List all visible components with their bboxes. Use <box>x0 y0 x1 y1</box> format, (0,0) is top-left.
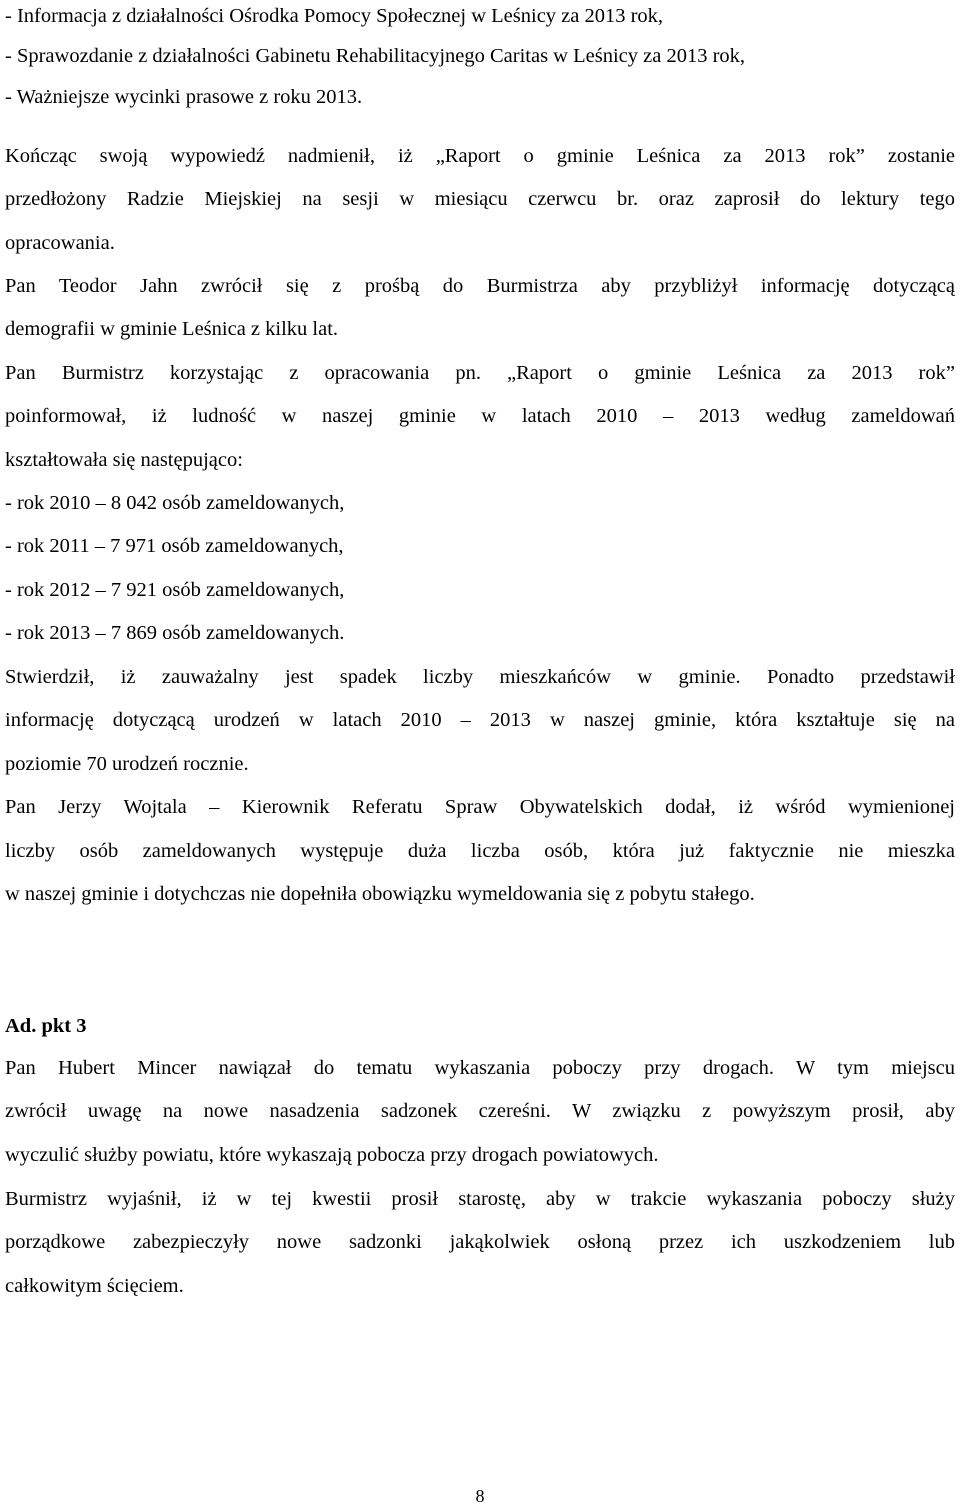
text-line: demografii w gminie Leśnica z kilku lat. <box>5 318 339 340</box>
text-line: kształtowała się następująco: <box>5 449 243 471</box>
page-number: 8 <box>475 1486 485 1506</box>
text-line: - Informacja z działalności Ośrodka Pomocy Społecznej w Leśnicy za 2013 rok, <box>5 5 664 27</box>
text-line: - Sprawozdanie z działalności Gabinetu Rehabilitacyjnego Caritas w Leśnicy za 2013 rok, <box>5 45 746 67</box>
text-line: Kończąc swoją wypowiedź nadmienił, iż „Raport o gminie Leśnica za 2013 rok” zostanie <box>5 145 955 167</box>
text-line: zwrócił uwagę na nowe nasadzenia sadzonek czereśni. W związku z powyższym prosił, aby <box>5 1100 955 1122</box>
list-item: - rok 2010 – 8 042 osób zameldowanych, <box>5 492 345 514</box>
text-line: liczby osób zameldowanych występuje duża liczba osób, która już faktycznie nie mieszka <box>5 840 955 862</box>
section-heading: Ad. pkt 3 <box>5 1015 87 1037</box>
text-line: poinformował, iż ludność w naszej gminie w latach 2010 – 2013 według zameldowań <box>5 405 955 427</box>
text-line: opracowania. <box>5 232 115 254</box>
text-line: Pan Teodor Jahn zwrócił się z prośbą do Burmistrza aby przybliżył informację dotyczącą <box>5 275 955 297</box>
text-line: poziomie 70 urodzeń rocznie. <box>5 753 249 775</box>
list-item: - rok 2011 – 7 971 osób zameldowanych, <box>5 535 344 557</box>
text-line: w naszej gminie i dotychczas nie dopełniła obowiązku wymeldowania się z pobytu stałego. <box>5 883 755 905</box>
list-item: - rok 2012 – 7 921 osób zameldowanych, <box>5 579 345 601</box>
text-line: całkowitym ścięciem. <box>5 1275 184 1297</box>
text-line: porządkowe zabezpieczyły nowe sadzonki jakąkolwiek osłoną przez ich uszkodzeniem lub <box>5 1231 955 1253</box>
text-line: Burmistrz wyjaśnił, iż w tej kwestii prosił starostę, aby w trakcie wykaszania poboczy służy <box>5 1188 955 1210</box>
text-line: Pan Jerzy Wojtala – Kierownik Referatu Spraw Obywatelskich dodał, iż wśród wymienionej <box>5 796 955 818</box>
text-line: Pan Burmistrz korzystając z opracowania pn. „Raport o gminie Leśnica za 2013 rok” <box>5 362 955 384</box>
list-item: - rok 2013 – 7 869 osób zameldowanych. <box>5 622 345 644</box>
text-line: Stwierdził, iż zauważalny jest spadek liczby mieszkańców w gminie. Ponadto przedstawił <box>5 666 955 688</box>
text-line: Pan Hubert Mincer nawiązał do tematu wykaszania poboczy przy drogach. W tym miejscu <box>5 1057 955 1079</box>
text-line: wyczulić służby powiatu, które wykaszają pobocza przy drogach powiatowych. <box>5 1144 659 1166</box>
text-line: - Ważniejsze wycinki prasowe z roku 2013. <box>5 86 363 108</box>
text-line: przedłożony Radzie Miejskiej na sesji w miesiącu czerwcu br. oraz zaprosił do lektury tego <box>5 188 955 210</box>
text-line: informację dotyczącą urodzeń w latach 2010 – 2013 w naszej gminie, która kształtuje się na <box>5 709 955 731</box>
